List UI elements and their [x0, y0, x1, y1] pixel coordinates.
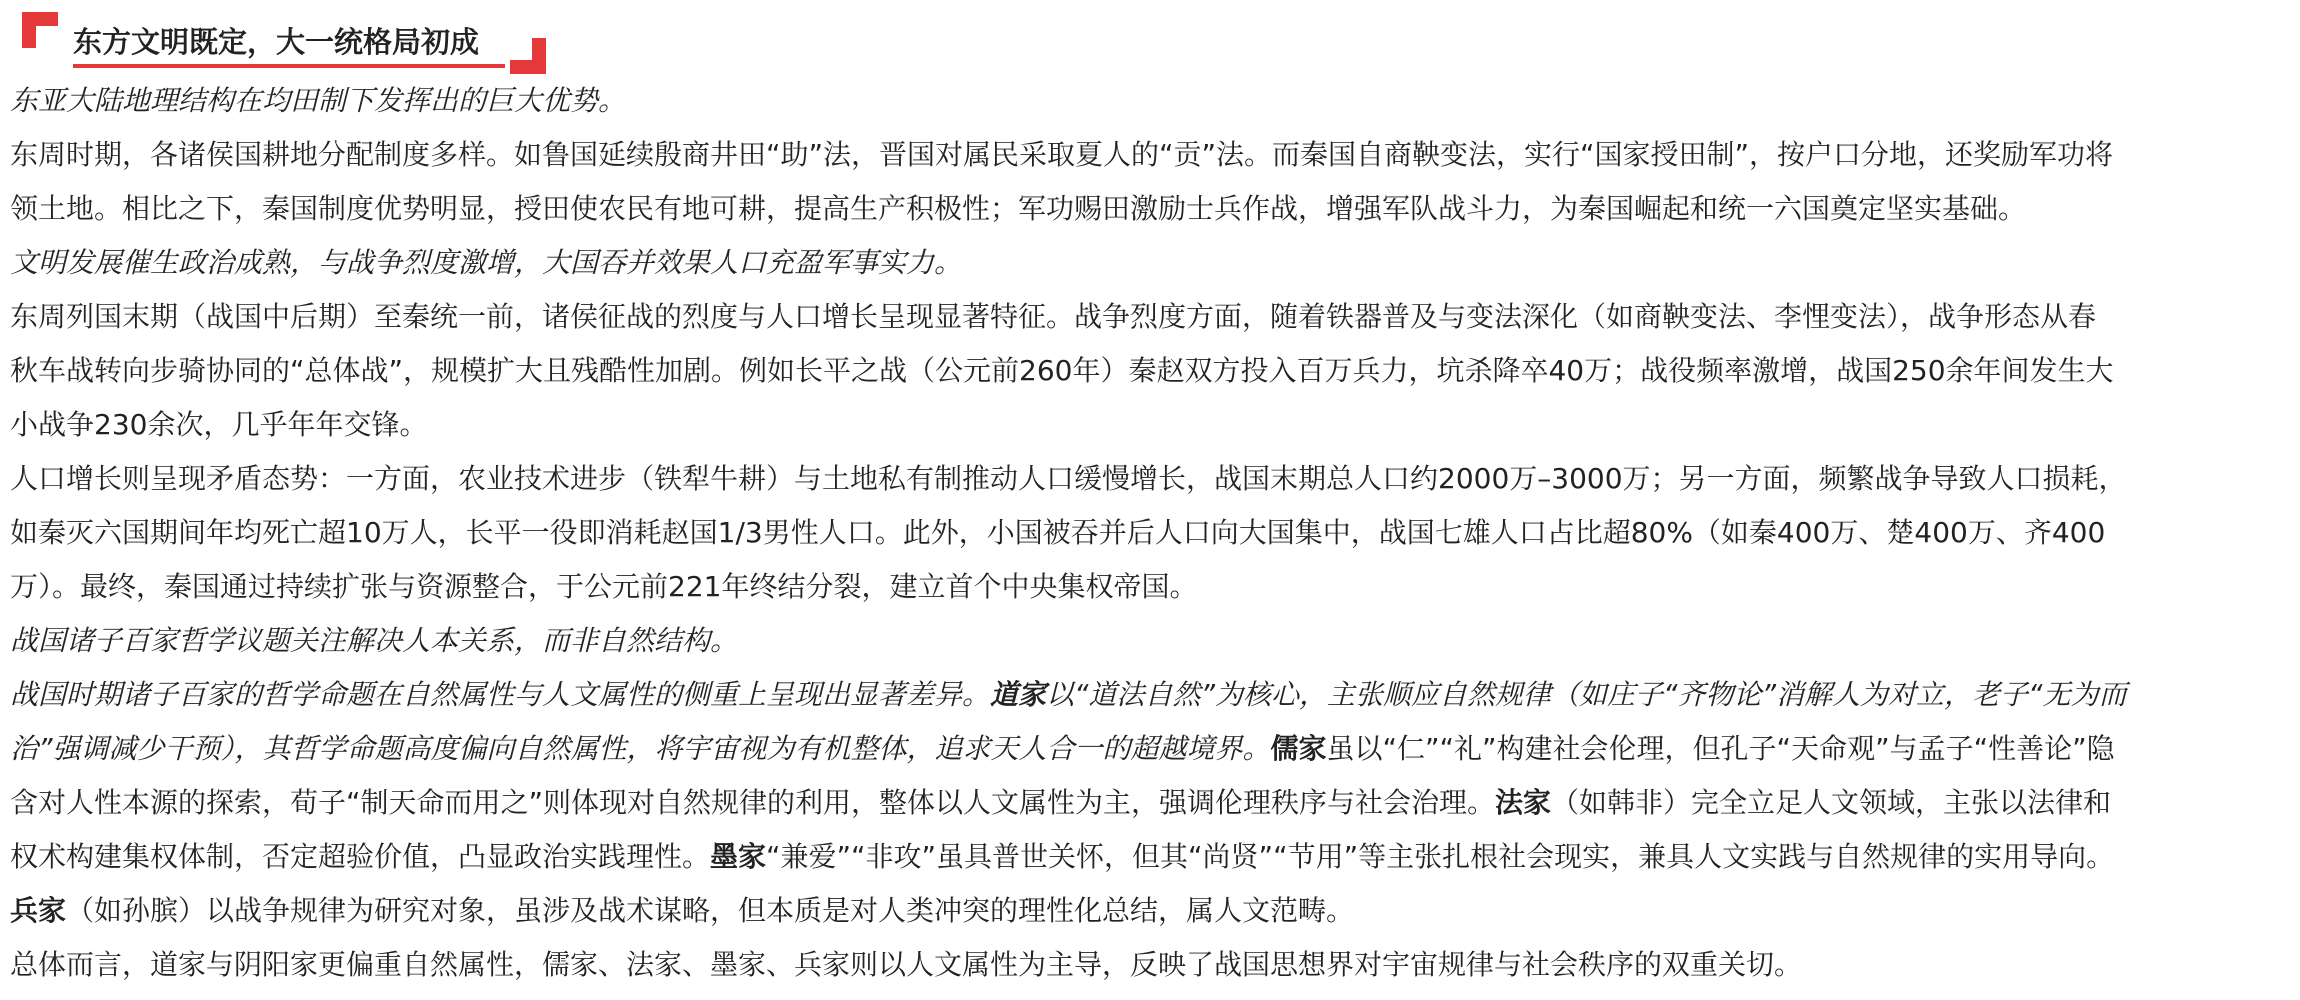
text-segment: 领土地。相比之下，秦国制度优势明显，授田使农民有地可耕，提高生产积极性；军功赐田激励士兵作战，增强军队战斗力，为秦国崛起和统一六国奠定坚实基础。 [10, 192, 2027, 225]
text-segment: 权术构建集权体制，否定超验价值，凸显政治实践理性。 [10, 840, 711, 873]
text-segment: 兵家 [10, 894, 67, 927]
text-line [10, 398, 2296, 452]
text-line [10, 560, 2296, 614]
text-segment: 东周时期，各诸侯国耕地分配制度多样。如鲁国延续殷商井田“助”法，晋国对属民采取夏人的“贡”法。而秦国自商鞅变法，实行“国家授田制”，按户口分地，还奖励军功将 [10, 138, 2114, 171]
text-line [10, 344, 2296, 398]
section-title: 东方文明既定，大一统格局初成 [73, 25, 480, 59]
text-segment: 儒家 [1270, 732, 1327, 765]
text-segment: 小战争230余次，几乎年年交锋。 [10, 408, 428, 441]
text-line [10, 938, 2296, 992]
text-line [10, 290, 2296, 344]
text-line [10, 614, 2296, 668]
text-segment: 人口增长则呈现矛盾态势：一方面，农业技术进步（铁犁牛耕）与土地私有制推动人口缓慢增长，战国末期总人口约2000万–3000万；另一方面，频繁战争导致人口损耗， [10, 462, 2127, 495]
text-segment: 墨家 [710, 840, 767, 873]
section-header [10, 10, 2296, 74]
text-segment: 战国诸子百家哲学议题关注解决人本关系，而非自然结构。 [10, 624, 739, 657]
text-segment: 战国时期诸子百家的哲学命题在自然属性与人文属性的侧重上呈现出显著差异。 [10, 678, 991, 711]
text-segment: 万）。最终，秦国通过持续扩张与资源整合，于公元前221年终结分裂，建立首个中央集权帝国。 [10, 570, 1198, 603]
article-body [10, 74, 2296, 992]
corner-bracket-left-icon [22, 12, 58, 48]
text-line [10, 452, 2296, 506]
text-segment: 治”强调减少干预），其哲学命题高度偏向自然属性，将宇宙视为有机整体，追求天人合一的超越境界。 [10, 732, 1271, 765]
text-segment: 道家 [990, 678, 1047, 711]
text-line [10, 884, 2296, 938]
text-segment: 东亚大陆地理结构在均田制下发挥出的巨大优势。 [10, 84, 627, 117]
title-underline [73, 64, 505, 68]
text-segment: “兼爱”“非攻”虽具普世关怀，但其“尚贤”“节用”等主张扎根社会现实，兼具人文实践与自然规律的实用导向。 [766, 840, 2115, 873]
text-segment: （如韩非）完全立足人文领域，主张以法律和 [1551, 786, 2112, 819]
text-line [10, 776, 2296, 830]
text-line [10, 668, 2296, 722]
text-line [10, 236, 2296, 290]
text-segment: 法家 [1495, 786, 1552, 819]
text-line [10, 830, 2296, 884]
text-segment: 虽以“仁”“礼”构建社会伦理，但孔子“天命观”与孟子“性善论”隐 [1326, 732, 2115, 765]
text-segment: （如孙膑）以战争规律为研究对象，虽涉及战术谋略，但本质是对人类冲突的理性化总结，属人文范畴。 [66, 894, 1355, 927]
text-line [10, 182, 2296, 236]
text-segment: 含对人性本源的探索，荀子“制天命而用之”则体现对自然规律的利用，整体以人文属性为主，强调伦理秩序与社会治理。 [10, 786, 1496, 819]
text-segment: 以“道法自然”为核心，主张顺应自然规律（如庄子“齐物论”消解人为对立，老子“无为而 [1046, 678, 2127, 711]
text-segment: 秋车战转向步骑协同的“总体战”，规模扩大且残酷性加剧。例如长平之战（公元前260年）秦赵双方投入百万兵力，坑杀降卒40万；战役频率激增，战国250余年间发生大 [10, 354, 2114, 387]
text-segment: 如秦灭六国期间年均死亡超10万人，长平一役即消耗赵国1/3男性人口。此外，小国被吞并后人口向大国集中，战国七雄人口占比超80%（如秦400万、楚400万、齐400 [10, 516, 2106, 549]
text-line [10, 128, 2296, 182]
text-line [10, 722, 2296, 776]
text-line [10, 74, 2296, 128]
text-segment: 文明发展催生政治成熟，与战争烈度激增，大国吞并效果人口充盈军事实力。 [10, 246, 963, 279]
text-segment: 总体而言，道家与阴阳家更偏重自然属性，儒家、法家、墨家、兵家则以人文属性为主导，反映了战国思想界对宇宙规律与社会秩序的双重关切。 [10, 948, 1803, 981]
corner-bracket-right-icon [510, 38, 546, 74]
text-line [10, 506, 2296, 560]
text-segment: 东周列国末期（战国中后期）至秦统一前，诸侯征战的烈度与人口增长呈现显著特征。战争烈度方面，随着铁器普及与变法深化（如商鞅变法、李悝变法），战争形态从春 [10, 300, 2097, 333]
